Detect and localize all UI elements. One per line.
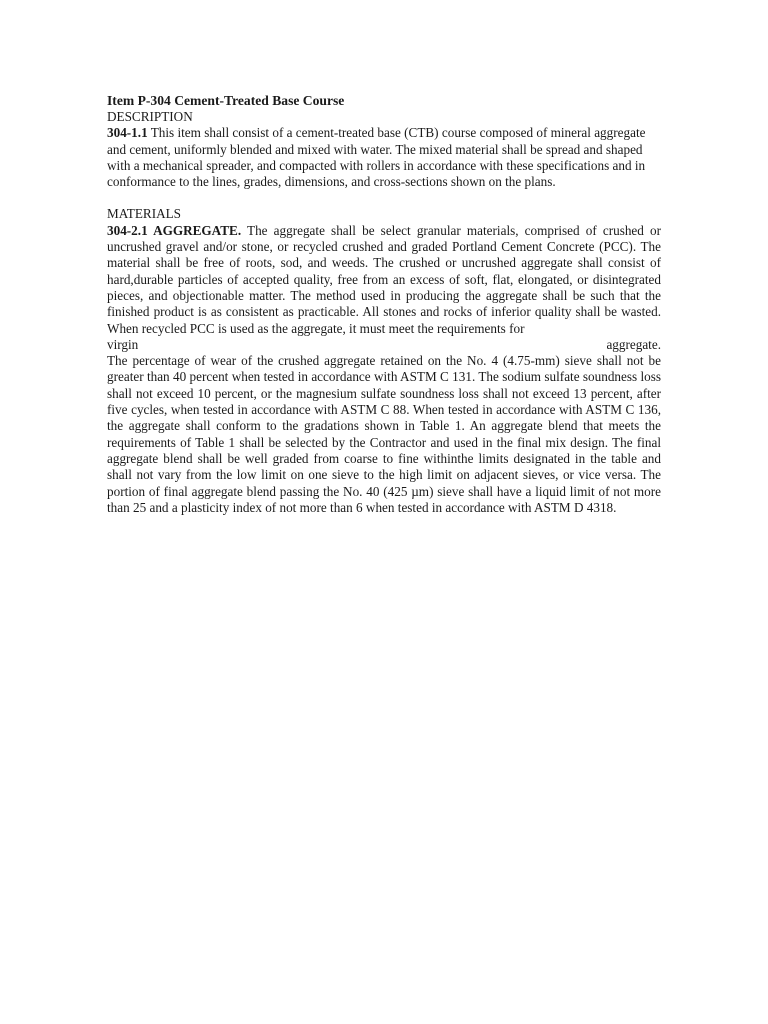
paragraph-text: The aggregate shall be select granular materials, comprised of crushed or uncrushed gravel and/or stone, or recycled crushed and graded Portland Cement Concrete (PCC). The material shall be free of roots, sod, and weeds. The crushed or uncrushed aggregate shall consist of hard,durable particles of accepted quality, free from an excess of soft, flat, elongated, or disintegrated pieces, and objectionable matter. The method used in producing the aggregate shall be such that the finished product is as consistent as practicable. All stones and rocks of inferior quality shall be wasted. When recycled PCC is used as the aggregate, it must meet the requirements for — [107, 222, 662, 336]
paragraph-304-1-1 — [107, 125, 661, 190]
paragraph-304-2-1-continued: The percentage of wear of the crushed aggregate retained on the No. 4 (4.75-mm) sieve shall not be greater than 40 percent when tested in accordance with ASTM C 131. The sodium sulfate soundness loss shall not exceed 10 percent, or the magnesium sulfate soundness loss shall not exceed 13 percent, after five cycles, when tested in accordance with ASTM C 88. When tested in accordance with ASTM C 136, the aggregate shall conform to the gradations shown in Table 1. An aggregate blend that meets the requirements of Table 1 shall be selected by the Contractor and used in the final mix design. The final aggregate blend shall be well graded from coarse to fine withinthe limits designated in the table and shall not vary from the low limit on one sieve to the high limit on adjacent sieves, or vice versa. The portion of final aggregate blend passing the No. 40 (425 µm) sieve shall have a liquid limit of not more than 25 and a plasticity index of not more than 6 when tested in accordance with ASTM D 4318. — [107, 353, 661, 515]
paragraph-304-2-1 — [107, 223, 661, 337]
section-heading-description: DESCRIPTION — [107, 109, 193, 124]
paragraph-split-line — [107, 337, 661, 353]
paragraph-number: 304-1.1 — [107, 125, 148, 141]
paragraph-text: This item shall consist of a cement-treated base (CTB) course composed of mineral aggregate and cement, uniformly blended and mixed with water. The mixed material shall be spread and shaped with a mechanical spreader, and compacted with rollers in accordance with these specifications and in conformance to the lines, grades, dimensions, and cross-sections shown on the plans. — [107, 125, 646, 190]
document-title: Item P-304 Cement-Treated Base Course — [107, 93, 345, 108]
document-body — [107, 92, 661, 516]
split-line-right: aggregate. — [606, 336, 661, 352]
paragraph-number: 304-2.1 AGGREGATE. — [107, 222, 242, 238]
split-line-left: virgin — [107, 336, 139, 352]
section-spacer — [107, 190, 661, 206]
section-heading-materials: MATERIALS — [107, 206, 181, 222]
